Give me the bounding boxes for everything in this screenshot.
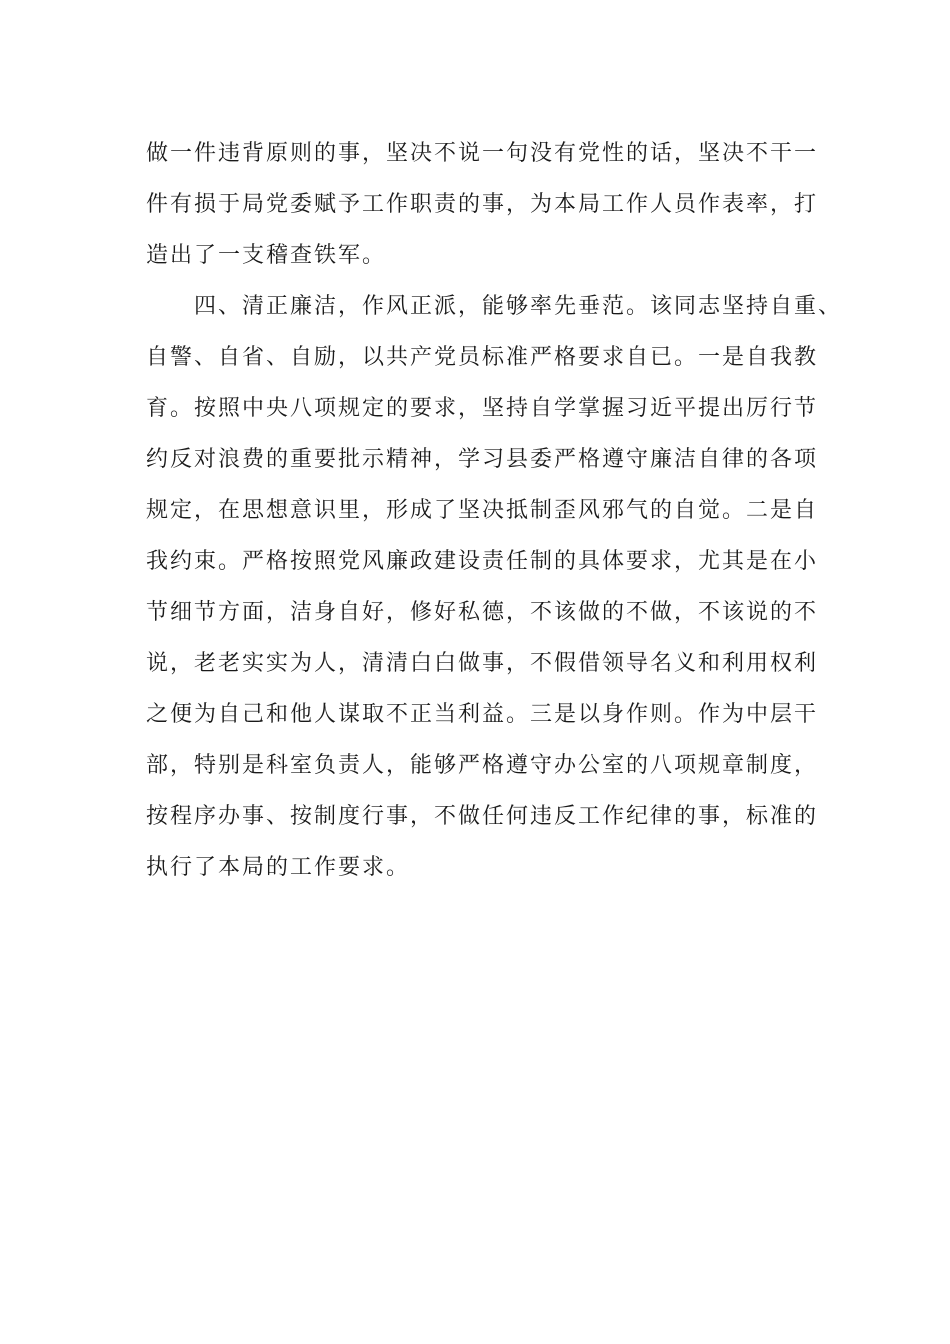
text-line: 规定，在思想意识里，形成了坚决抵制歪风邪气的自觉。二是自 xyxy=(146,498,819,523)
text-line: 节细节方面，洁身自好，修好私德，不该做的不做，不该说的不 xyxy=(146,600,819,625)
text-line: 做一件违背原则的事，坚决不说一句没有党性的话，坚决不干一 xyxy=(146,141,819,166)
text-line: 执行了本局的工作要求。 xyxy=(146,855,411,880)
paragraph-start-line: 四、清正廉洁，作风正派，能够率先垂范。该同志坚持自重、 xyxy=(194,294,843,319)
text-line: 我约束。严格按照党风廉政建设责任制的具体要求，尤其是在小 xyxy=(146,549,819,574)
text-line: 自警、自省、自励，以共产党员标准严格要求自已。一是自我教 xyxy=(146,345,819,370)
text-line: 造出了一支稽查铁军。 xyxy=(146,243,387,268)
text-line: 之便为自己和他人谋取不正当利益。三是以身作则。作为中层干 xyxy=(146,702,819,727)
text-line: 部，特别是科室负责人，能够严格遵守办公室的八项规章制度， xyxy=(146,753,819,778)
text-line: 约反对浪费的重要批示精神，学习县委严格遵守廉洁自律的各项 xyxy=(146,447,819,472)
text-line: 育。按照中央八项规定的要求，坚持自学掌握习近平提出厉行节 xyxy=(146,396,819,421)
text-line: 说，老老实实为人，清清白白做事，不假借领导名义和利用权利 xyxy=(146,651,819,676)
text-line: 件有损于局党委赋予工作职责的事，为本局工作人员作表率，打 xyxy=(146,192,819,217)
body-text xyxy=(146,128,843,893)
text-line: 按程序办事、按制度行事，不做任何违反工作纪律的事，标准的 xyxy=(146,804,819,829)
